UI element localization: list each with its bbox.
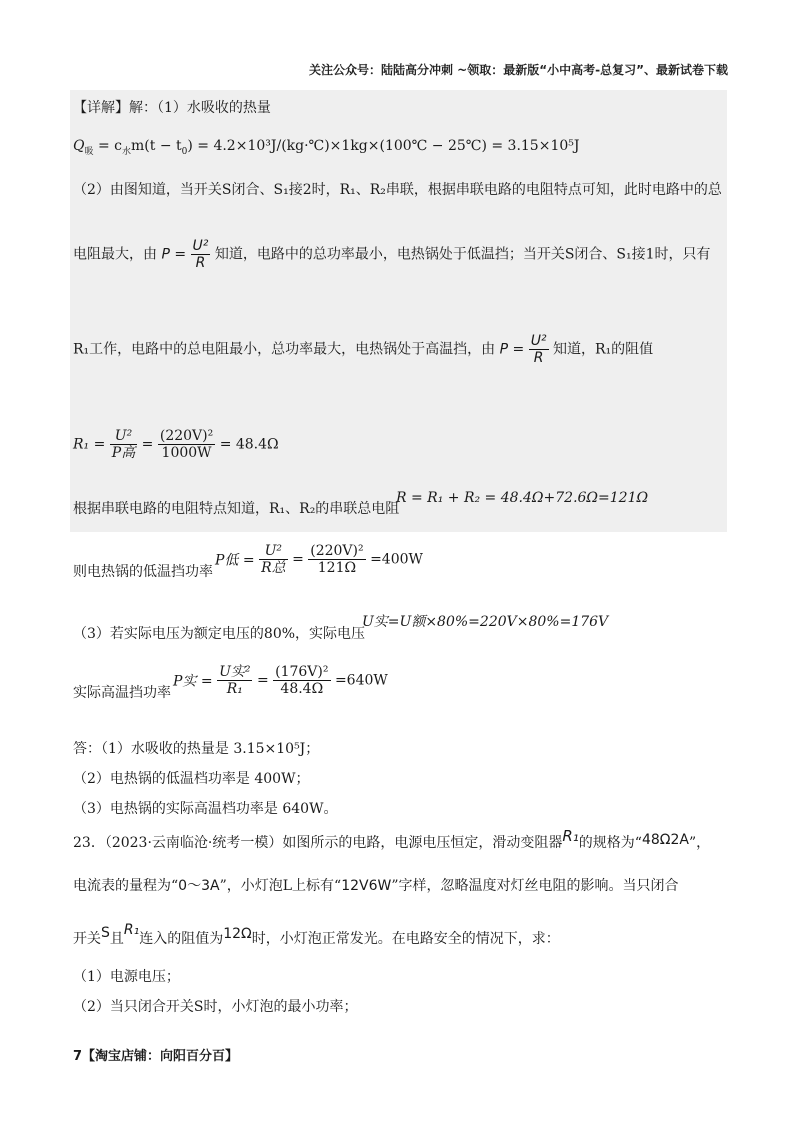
actual-power-lhs: P实 =	[173, 673, 213, 690]
low-power-text: 则电热锅的低温挡功率	[73, 564, 213, 580]
q23-switch-symbol: S	[101, 925, 110, 941]
actual-power-num1: U实²	[219, 664, 251, 680]
r1-result: = 48.4Ω	[219, 436, 279, 453]
q23-line1-b: 的规格为“	[578, 835, 642, 851]
q23-line2-b: ”，小灯泡L上标有“	[219, 878, 342, 894]
q23-line3-a: 开关	[73, 931, 101, 947]
series-resistance-text: 根据串联电路的电阻特点知道，R₁、R₂的串联总电阻	[73, 501, 400, 517]
power-formula2-lhs: P =	[499, 341, 525, 358]
low-power-equation	[215, 543, 423, 576]
low-power-fraction1	[259, 543, 288, 576]
power-formula-lhs: P =	[161, 246, 187, 263]
page-header: 关注公众号：陆陆高分冲刺 ~领取：最新版“小中高考-总复习”、最新试卷下载	[309, 63, 728, 77]
question23-sub1: （1）电源电压；	[73, 969, 180, 985]
question23-line3	[73, 922, 560, 948]
actual-power-den2: 48.4Ω	[280, 681, 324, 697]
r1-num2: (220V)²	[159, 428, 214, 444]
q23-line2-a: 电流表的量程为“	[73, 878, 179, 894]
eq1-result: ) = 4.2×10³J/(kg·℃)×1kg×(100℃ − 25℃) = 3.15×10⁵J	[187, 138, 580, 154]
actual-power-eq: =	[256, 672, 269, 689]
part2-line2-a: 电阻最大，由	[73, 246, 157, 263]
eq1-c-sub: 水	[121, 146, 131, 157]
r1-num1: U²	[110, 428, 137, 445]
r1-fraction1	[110, 428, 137, 461]
r1-resistance-equation	[73, 428, 279, 461]
low-power-den2: 121Ω	[317, 560, 357, 576]
q23-ammeter-range: 0～3A	[178, 878, 220, 894]
part2-line2	[73, 238, 711, 271]
r1-lhs: R₁ =	[73, 436, 106, 453]
q23-resistance-value: 12Ω	[223, 926, 252, 942]
actual-voltage-text: （3）若实际电压为额定电压的80%，实际电压	[73, 626, 366, 642]
actual-power-fraction1	[217, 664, 252, 697]
actual-power-equation	[173, 664, 388, 697]
power-formula2-den: R	[533, 350, 544, 366]
low-power-den1: R总	[261, 560, 286, 576]
low-power-result: =400W	[370, 551, 423, 568]
solution-title: 【详解】解：（1）水吸收的热量	[73, 100, 271, 116]
question23-line2	[73, 877, 679, 895]
q23-lamp-rating: 12V6W	[341, 878, 392, 894]
r1-den2: 1000W	[161, 445, 212, 461]
series-resistance-formula: R = R₁ + R₂ = 48.4Ω+72.6Ω=121Ω	[396, 490, 649, 506]
actual-power-num2: (176V)²	[275, 664, 329, 680]
q23-line1-c: ”，	[688, 835, 711, 851]
actual-power-text: 实际高温挡功率	[73, 685, 171, 701]
question23-sub2: （2）当只闭合开关S时，小灯泡的最小功率；	[73, 999, 358, 1015]
actual-power-fraction2	[273, 664, 330, 697]
low-power-eq: =	[292, 551, 304, 568]
q23-line3-c: 连入的阻值为	[139, 931, 224, 947]
answer-line-2: （2）电热锅的低温档功率是 400W；	[73, 771, 310, 787]
heat-absorbed-equation	[73, 138, 579, 157]
answer-line-3: （3）电热锅的实际高温档功率是 640W。	[73, 801, 338, 817]
part2-line3	[73, 333, 653, 366]
q23-line1-a: 23．（2023·云南临沧·统考一模）如图所示的电路，电源电压恒定，滑动变阻器	[73, 835, 563, 851]
low-power-fraction2	[308, 543, 365, 576]
part2-line3-a: R₁工作，电路中的总电阻最小，总功率最大，电热锅处于高温挡，由	[73, 341, 496, 358]
eq1-mt: m(t − t	[131, 138, 182, 154]
r1-fraction2	[158, 428, 215, 461]
low-power-lhs: P低 =	[215, 552, 255, 569]
part2-line2-b: 知道，电路中的总功率最小，电热锅处于低温挡；当开关S闭合、S₁接1时，只有	[214, 246, 711, 263]
actual-power-result: =640W	[334, 672, 388, 689]
power-formula2-num: U²	[530, 333, 547, 349]
eq1-t0-sub: 0	[181, 146, 188, 157]
power-formula-den: R	[195, 255, 206, 271]
actual-voltage-formula: U实=U额×80%=220V×80%=176V	[362, 614, 609, 630]
q23-line3-d: 时，小灯泡正常发光。在电路安全的情况下，求：	[251, 931, 560, 947]
low-power-num1: U²	[259, 543, 288, 560]
r1-eq: =	[141, 436, 154, 453]
q23-rheostat-spec: 48Ω2A	[641, 832, 689, 848]
question23-line1	[73, 827, 711, 852]
eq1-q: Q	[73, 138, 85, 154]
r1-den1: P高	[111, 445, 136, 461]
low-power-num2: (220V)²	[310, 543, 364, 559]
page-footer: 7【淘宝店铺：向阳百分百】	[73, 1049, 239, 1064]
actual-power-den1: R₁	[226, 681, 243, 697]
part2-line3-b: 知道，R₁的阻值	[553, 341, 654, 358]
eq1-q-sub: 吸	[84, 146, 94, 157]
power-formula2-fraction	[529, 333, 549, 366]
q23-line3-b: 且	[109, 931, 124, 947]
q23-rheostat-symbol: R₁	[562, 827, 579, 845]
power-formula-fraction	[191, 238, 211, 271]
power-formula-num: U²	[192, 238, 209, 254]
eq1-c: = c	[93, 138, 122, 154]
part2-line1: （2）由图知道，当开关S闭合、S₁接2时，R₁、R₂串联，根据串联电路的电阻特点可知，此时电路中的总	[73, 182, 722, 198]
q23-rheostat-symbol-2: R₁	[123, 922, 140, 938]
q23-line2-c: ”字样，忽略温度对灯丝电阻的影响。当只闭合	[391, 878, 679, 894]
answer-line-1: 答：（1）水吸收的热量是 3.15×10⁵J；	[73, 741, 320, 757]
